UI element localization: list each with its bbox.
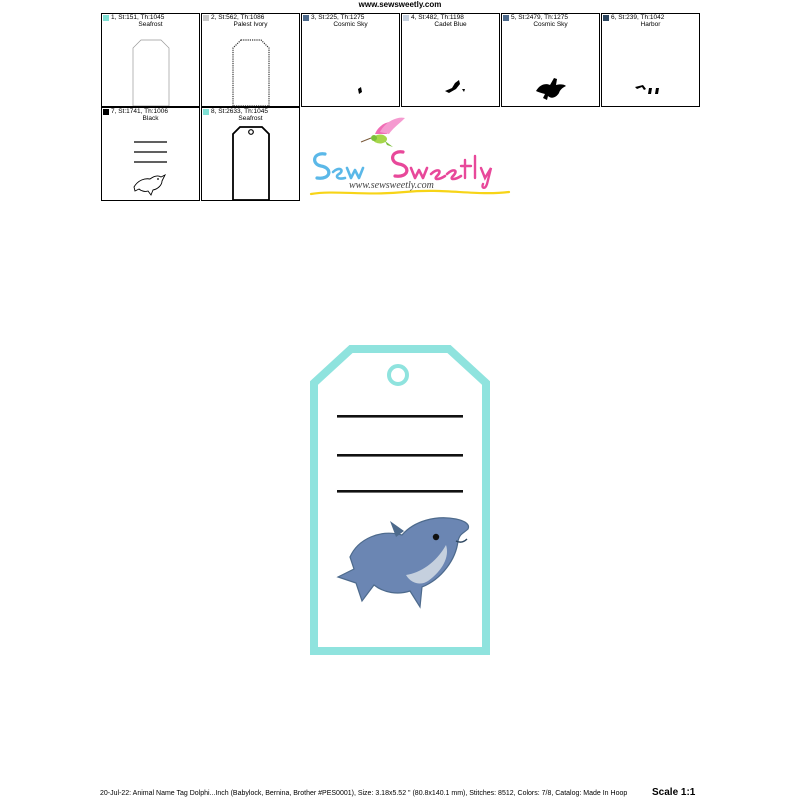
color-step-meta: 1, St:151, Th:1045	[111, 14, 165, 21]
design-info-footer: 20-Jul-22: Animal Name Tag Dolphi...Inch (Babylock, Bernina, Brother #PES0001), Size: 3.18x5.52 " (80.8x140.1 mm), Stitches: 8512, Colors: 7/8, Catalog: Made In Hoop	[100, 790, 628, 797]
color-step-name: Cosmic Sky	[333, 21, 368, 28]
name-line	[337, 454, 463, 457]
color-step-name: Seafrost	[238, 115, 263, 122]
color-step-meta: 6, St:239, Th:1042	[611, 14, 665, 21]
tag-outline	[314, 349, 486, 651]
color-step-meta: 3, St:225, Th:1275	[311, 14, 365, 21]
color-step-6	[601, 13, 700, 107]
step-thumbnail	[102, 122, 200, 201]
site-url[interactable]: www.sewsweetly.com	[358, 0, 442, 9]
logo-underline	[311, 191, 509, 194]
color-step-name: Cadet Blue	[434, 21, 467, 28]
color-step-7	[101, 107, 200, 201]
color-step-meta: 5, St:2479, Th:1275	[511, 14, 568, 21]
color-step-meta: 8, St:2633, Th:1045	[211, 108, 268, 115]
step-thumbnail	[602, 28, 700, 107]
color-step-2	[201, 13, 300, 107]
embroidery-design-preview	[310, 345, 490, 655]
color-step-1	[101, 13, 200, 107]
tag-hole	[389, 366, 407, 384]
name-line	[337, 415, 463, 418]
sew-sweetly-logo	[305, 112, 515, 200]
logo-url: www.sewsweetly.com	[349, 180, 434, 191]
step-thumbnail	[402, 28, 500, 107]
color-step-name: Harbor	[640, 21, 661, 28]
step-thumbnail	[502, 28, 600, 107]
color-step-meta: 4, St:482, Th:1198	[411, 14, 464, 21]
scale-label: Scale 1:1	[652, 787, 696, 798]
color-step-name: Black	[142, 115, 159, 122]
step-thumbnail	[102, 28, 200, 107]
step-thumbnail	[302, 28, 400, 107]
color-step-meta: 2, St:562, Th:1086	[211, 14, 265, 21]
color-step-name: Seafrost	[138, 21, 163, 28]
step-thumbnail	[202, 122, 300, 201]
color-step-4	[401, 13, 500, 107]
color-step-5	[501, 13, 600, 107]
hummingbird-icon	[361, 118, 405, 147]
color-step-3	[301, 13, 400, 107]
color-step-name: Palest Ivory	[233, 21, 268, 28]
name-line	[337, 490, 463, 493]
step-thumbnail	[202, 28, 300, 107]
color-step-name: Cosmic Sky	[533, 21, 568, 28]
color-step-meta: 7, St:1741, Th:1006	[111, 108, 168, 115]
color-step-8	[201, 107, 300, 201]
